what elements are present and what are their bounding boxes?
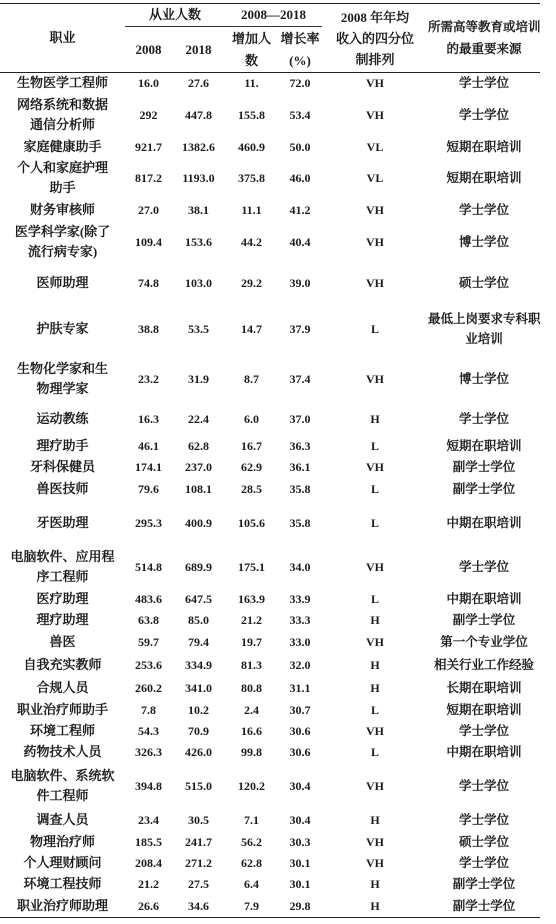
header-year-2018: 2018	[172, 27, 225, 73]
occupation-cell: 家庭健康助手	[23, 138, 102, 154]
occupation-cell: 理疗助手	[36, 437, 89, 453]
increase-cell: 16.7	[241, 438, 263, 453]
education-source-cell: 副学士学位	[452, 460, 516, 474]
employment-2008-cell: 74.8	[138, 275, 159, 290]
increase-cell: 155.8	[238, 107, 266, 122]
employment-2018-cell: 689.9	[185, 559, 212, 574]
increase-cell: 460.9	[238, 139, 266, 154]
table-row	[0, 73, 540, 94]
education-source-cell: 短期在职培训	[446, 139, 522, 154]
employment-2018-cell: 153.6	[185, 235, 212, 249]
income-quartile-cell: L	[371, 702, 380, 717]
occupation-cell: 合规人员	[36, 679, 89, 695]
increase-cell: 19.7	[241, 634, 263, 649]
growth-rate-cell: 39.0	[289, 275, 311, 290]
table-row	[0, 852, 540, 873]
employment-2008-cell: 292	[139, 107, 158, 122]
table-row	[0, 93, 540, 136]
increase-cell: 11.	[244, 76, 259, 90]
employment-2018-cell: 341.0	[185, 680, 212, 695]
employment-2018-cell: 27.6	[188, 76, 209, 90]
table-row	[0, 699, 540, 720]
occupation-cell: 环境工程技师	[23, 876, 102, 891]
growth-rate-cell: 36.3	[289, 438, 311, 453]
table-row	[0, 403, 540, 435]
income-quartile-cell: VH	[366, 275, 385, 290]
income-quartile-cell: VH	[366, 107, 385, 122]
table-row	[0, 500, 540, 545]
income-quartile-cell: L	[371, 745, 380, 759]
employment-2008-cell: 326.3	[135, 745, 162, 759]
occupation-cell: 财务审核师	[29, 202, 95, 217]
employment-2008-cell: 63.8	[138, 612, 159, 627]
table-row	[0, 221, 540, 263]
growth-rate-cell: 35.8	[289, 482, 311, 496]
income-quartile-cell: VH	[366, 834, 385, 849]
growth-rate-cell: 37.0	[289, 412, 311, 426]
table-row	[0, 199, 540, 221]
employment-2018-cell: 103.0	[185, 275, 212, 290]
table-row	[0, 653, 540, 676]
header-row-top	[0, 4, 540, 27]
table-row	[0, 873, 540, 895]
growth-rate-cell: 31.1	[289, 680, 311, 695]
income-quartile-cell: VH	[366, 203, 385, 217]
occupation-cell: 医学科学家(除了 流行病专家)	[14, 224, 111, 259]
education-source-cell: 中期在职培训	[446, 591, 522, 606]
employment-2018-cell: 108.1	[185, 482, 212, 496]
growth-rate-cell: 46.0	[289, 171, 311, 185]
table-row	[0, 895, 540, 917]
growth-rate-cell: 30.6	[289, 745, 311, 759]
header-employment: 从业人数	[125, 4, 225, 27]
income-quartile-cell: VH	[366, 855, 385, 870]
employment-2018-cell: 85.0	[188, 612, 209, 627]
growth-rate-cell: 34.0	[289, 559, 311, 574]
growth-rate-cell: 33.9	[289, 591, 311, 606]
education-source-cell: 学士学位	[459, 76, 510, 90]
occupation-cell: 生物医学工程师	[16, 75, 108, 90]
table-row	[0, 435, 540, 456]
increase-cell: 80.8	[241, 680, 263, 695]
growth-rate-cell: 50.0	[289, 139, 311, 154]
employment-2018-cell: 79.4	[188, 634, 209, 649]
income-quartile-cell: VH	[366, 559, 385, 574]
header-period: 2008—2018	[225, 4, 322, 27]
increase-cell: 7.1	[244, 812, 260, 827]
employment-2008-cell: 185.5	[135, 834, 162, 849]
education-source-cell: 相关行业工作经验	[434, 657, 535, 672]
occupation-cell: 生物化学家和生 物理学家	[16, 361, 108, 396]
education-source-cell: 学士学位	[459, 778, 510, 793]
employment-2008-cell: 817.2	[135, 171, 162, 185]
employment-2018-cell: 38.1	[188, 203, 209, 217]
employment-2008-cell: 7.8	[141, 702, 156, 717]
occupation-cell: 牙医助理	[36, 514, 89, 530]
increase-cell: 7.9	[225, 895, 278, 917]
education-source-cell: 学士学位	[459, 107, 510, 122]
occupation-cell: 运动教练	[36, 411, 89, 426]
table-row	[0, 763, 540, 808]
income-quartile-cell: H	[322, 895, 428, 917]
table-row	[0, 588, 540, 609]
employment-2008-cell: 26.6	[125, 895, 172, 917]
table-row	[0, 136, 540, 157]
employment-2018-cell: 1193.0	[182, 171, 215, 185]
occupation-cell: 个人和家庭护理 助手	[16, 160, 108, 195]
employment-2008-cell: 21.2	[138, 877, 159, 891]
occupation-cell: 医师助理	[36, 274, 89, 290]
increase-cell: 14.7	[241, 321, 263, 336]
employment-2018-cell: 647.5	[185, 591, 212, 606]
income-quartile-cell: VL	[366, 171, 384, 185]
employment-2018-cell: 22.4	[188, 412, 209, 426]
table-row	[0, 355, 540, 403]
employment-2018-cell: 62.8	[188, 438, 209, 453]
growth-rate-cell: 35.8	[289, 515, 311, 530]
employment-2008-cell: 921.7	[135, 139, 162, 154]
income-quartile-cell: H	[370, 812, 380, 827]
income-quartile-cell: L	[371, 321, 380, 336]
income-quartile-cell: H	[370, 877, 380, 891]
income-quartile-cell: L	[371, 438, 380, 453]
increase-cell: 56.2	[241, 834, 263, 849]
employment-2008-cell: 79.6	[138, 482, 159, 496]
income-quartile-cell: H	[370, 612, 380, 627]
increase-cell: 11.1	[241, 203, 262, 217]
education-source-cell: 学士学位	[459, 855, 510, 870]
income-quartile-cell: H	[370, 657, 380, 672]
increase-cell: 6.0	[244, 412, 260, 426]
header-education-source: 所需高等教育或培训 的最重要来源	[428, 4, 540, 73]
income-quartile-cell: VH	[366, 778, 385, 793]
employment-2018-cell: 30.5	[188, 812, 209, 827]
growth-rate-cell: 40.4	[289, 235, 311, 249]
employment-2018-cell: 70.9	[188, 723, 209, 738]
employment-2008-cell: 54.3	[138, 723, 159, 738]
income-quartile-cell: VH	[366, 372, 385, 386]
employment-2008-cell: 23.2	[138, 372, 159, 386]
education-source-cell: 硕士学位	[459, 275, 510, 290]
table-row	[0, 157, 540, 199]
table-row	[0, 741, 540, 763]
employment-2008-cell: 46.1	[138, 438, 159, 453]
education-source-cell: 博士学位	[459, 235, 510, 249]
header-income-quartile: 2008 年年均 收入的四分位 制排列	[322, 4, 428, 73]
table-row	[0, 478, 540, 500]
table-row	[0, 302, 540, 355]
header-growth-rate: 增长率 (%)	[278, 27, 322, 73]
employment-2008-cell: 16.3	[138, 412, 159, 426]
employment-2008-cell: 295.3	[135, 515, 162, 530]
employment-2008-cell: 16.0	[138, 76, 159, 90]
growth-rate-cell: 30.3	[289, 834, 311, 849]
income-quartile-cell: H	[370, 680, 380, 695]
increase-cell: 163.9	[238, 591, 266, 606]
increase-cell: 120.2	[238, 778, 266, 793]
increase-cell: 21.2	[241, 612, 263, 627]
employment-2008-cell: 260.2	[135, 680, 162, 695]
employment-2018-cell: 27.5	[188, 877, 209, 891]
education-source-cell: 副学士学位	[452, 482, 516, 496]
increase-cell: 29.2	[241, 275, 263, 290]
growth-rate-cell: 53.4	[289, 107, 311, 122]
employment-2008-cell: 38.8	[138, 321, 159, 336]
increase-cell: 62.8	[241, 855, 263, 870]
table-row	[0, 720, 540, 741]
education-source-cell: 副学士学位	[452, 877, 516, 891]
occupation-cell: 调查人员	[36, 811, 89, 827]
employment-2008-cell: 514.8	[135, 559, 162, 574]
increase-cell: 105.6	[238, 515, 266, 530]
growth-rate-cell: 30.1	[289, 877, 311, 891]
employment-2008-cell: 174.1	[135, 460, 162, 474]
employment-2018-cell: 241.7	[185, 834, 212, 849]
increase-cell: 16.6	[241, 723, 263, 738]
increase-cell: 8.7	[244, 372, 260, 386]
occupation-cell: 兽医技师	[36, 481, 89, 496]
income-quartile-cell: VH	[366, 634, 385, 649]
income-quartile-cell: VH	[366, 723, 385, 738]
header-increase: 增加人 数	[225, 27, 278, 73]
employment-2018-cell: 31.9	[188, 372, 209, 386]
employment-2008-cell: 483.6	[135, 591, 162, 606]
employment-2018-cell: 271.2	[185, 855, 212, 870]
occupation-cell: 环境工程师	[29, 722, 95, 738]
employment-2018-cell: 426.0	[185, 745, 212, 759]
occupation-cell: 职业治疗师助手	[16, 701, 108, 717]
occupation-cell: 护肤专家	[36, 320, 89, 336]
increase-cell: 375.8	[238, 171, 266, 185]
education-source-cell: 短期在职培训	[446, 171, 522, 185]
income-quartile-cell: VL	[366, 139, 384, 154]
growth-rate-cell: 30.4	[289, 812, 311, 827]
occupation-cell: 电脑软件、应用程 序工程师	[10, 548, 115, 584]
table-row	[0, 676, 540, 699]
education-source-cell: 第一个专业学位	[440, 634, 528, 649]
occupation-cell: 牙科保健员	[29, 459, 95, 474]
employment-2018-cell: 53.5	[188, 321, 209, 336]
education-source-cell: 学士学位	[459, 812, 510, 827]
growth-rate-cell: 37.9	[289, 321, 311, 336]
employment-2008-cell: 394.8	[135, 778, 162, 793]
occupation-cell: 物理治疗师	[29, 833, 95, 849]
growth-rate-cell: 37.4	[289, 372, 311, 386]
growth-rate-cell: 36.1	[289, 460, 311, 474]
education-source-cell: 硕士学位	[459, 834, 510, 849]
table-row	[0, 808, 540, 831]
increase-cell: 81.3	[241, 657, 263, 672]
education-source-cell: 博士学位	[459, 372, 510, 386]
occupation-cell: 网络系统和数据 通信分析师	[16, 96, 108, 132]
growth-rate-cell: 30.6	[289, 723, 311, 738]
education-source-cell: 学士学位	[459, 723, 510, 738]
table-header	[0, 4, 540, 73]
employment-2018-cell: 237.0	[185, 460, 212, 474]
header-occupation: 职业	[0, 4, 125, 73]
income-quartile-cell: L	[371, 591, 380, 606]
income-quartile-cell: L	[371, 515, 380, 530]
employment-2008-cell: 253.6	[135, 657, 162, 672]
table-row	[0, 609, 540, 630]
employment-2008-cell: 27.0	[138, 203, 159, 217]
education-source-cell: 中期在职培训	[446, 745, 522, 759]
occupation-cell: 电脑软件、系统软 件工程师	[10, 767, 115, 803]
occupation-cell: 医疗助理	[36, 590, 89, 606]
education-source-cell: 学士学位	[459, 203, 510, 217]
increase-cell: 62.9	[241, 460, 263, 474]
occupation-cell: 理疗助理	[36, 611, 89, 627]
increase-cell: 99.8	[241, 745, 263, 759]
occupation-growth-table	[0, 3, 540, 918]
income-quartile-cell: VH	[366, 460, 385, 474]
education-source-cell: 副学士学位	[428, 895, 540, 917]
income-quartile-cell: VH	[366, 235, 385, 249]
increase-cell: 175.1	[238, 559, 266, 574]
income-quartile-cell: L	[371, 482, 380, 496]
increase-cell: 6.4	[244, 877, 260, 891]
increase-cell: 2.4	[244, 702, 260, 717]
employment-2008-cell: 59.7	[138, 634, 159, 649]
employment-2018-cell: 515.0	[185, 778, 212, 793]
growth-rate-cell: 33.0	[289, 634, 311, 649]
table-body	[0, 73, 540, 918]
increase-cell: 44.2	[241, 235, 263, 249]
employment-2018-cell: 10.2	[188, 702, 209, 717]
income-quartile-cell: VH	[366, 76, 385, 90]
increase-cell: 28.5	[241, 482, 263, 496]
header-year-2008: 2008	[125, 27, 172, 73]
education-source-cell: 副学士学位	[452, 612, 516, 627]
occupation-cell: 个人理财顾问	[23, 854, 102, 870]
education-source-cell: 最低上岗要求专科职 业培训	[428, 311, 541, 346]
employment-2008-cell: 23.4	[138, 812, 159, 827]
employment-2018-cell: 34.6	[172, 895, 225, 917]
table-row	[0, 630, 540, 653]
employment-2018-cell: 447.8	[185, 107, 212, 122]
income-quartile-cell: H	[370, 412, 380, 426]
occupation-cell: 药物技术人员	[23, 744, 102, 759]
occupation-cell: 职业治疗师助理	[0, 895, 125, 917]
growth-rate-cell: 30.4	[289, 778, 311, 793]
education-source-cell: 短期在职培训	[446, 702, 522, 717]
education-source-cell: 短期在职培训	[446, 438, 522, 453]
table-row	[0, 263, 540, 302]
growth-rate-cell: 33.3	[289, 612, 311, 627]
employment-2008-cell: 109.4	[135, 235, 162, 249]
table-row	[0, 545, 540, 588]
education-source-cell: 长期在职培训	[446, 680, 522, 695]
growth-rate-cell: 32.0	[289, 657, 311, 672]
growth-rate-cell: 29.8	[278, 895, 322, 917]
table-row	[0, 831, 540, 852]
employment-2018-cell: 334.9	[185, 657, 212, 672]
growth-rate-cell: 30.7	[289, 702, 311, 717]
growth-rate-cell: 72.0	[289, 76, 311, 90]
education-source-cell: 学士学位	[459, 412, 510, 426]
education-source-cell: 学士学位	[459, 559, 510, 574]
growth-rate-cell: 30.1	[289, 855, 311, 870]
employment-2018-cell: 1382.6	[182, 139, 215, 154]
table-row	[0, 456, 540, 478]
occupation-cell: 自我充实教师	[23, 656, 102, 672]
occupation-cell: 兽医	[49, 633, 76, 649]
growth-rate-cell: 41.2	[289, 203, 311, 217]
employment-2018-cell: 400.9	[185, 515, 212, 530]
employment-2008-cell: 208.4	[135, 855, 162, 870]
education-source-cell: 中期在职培训	[446, 515, 522, 530]
